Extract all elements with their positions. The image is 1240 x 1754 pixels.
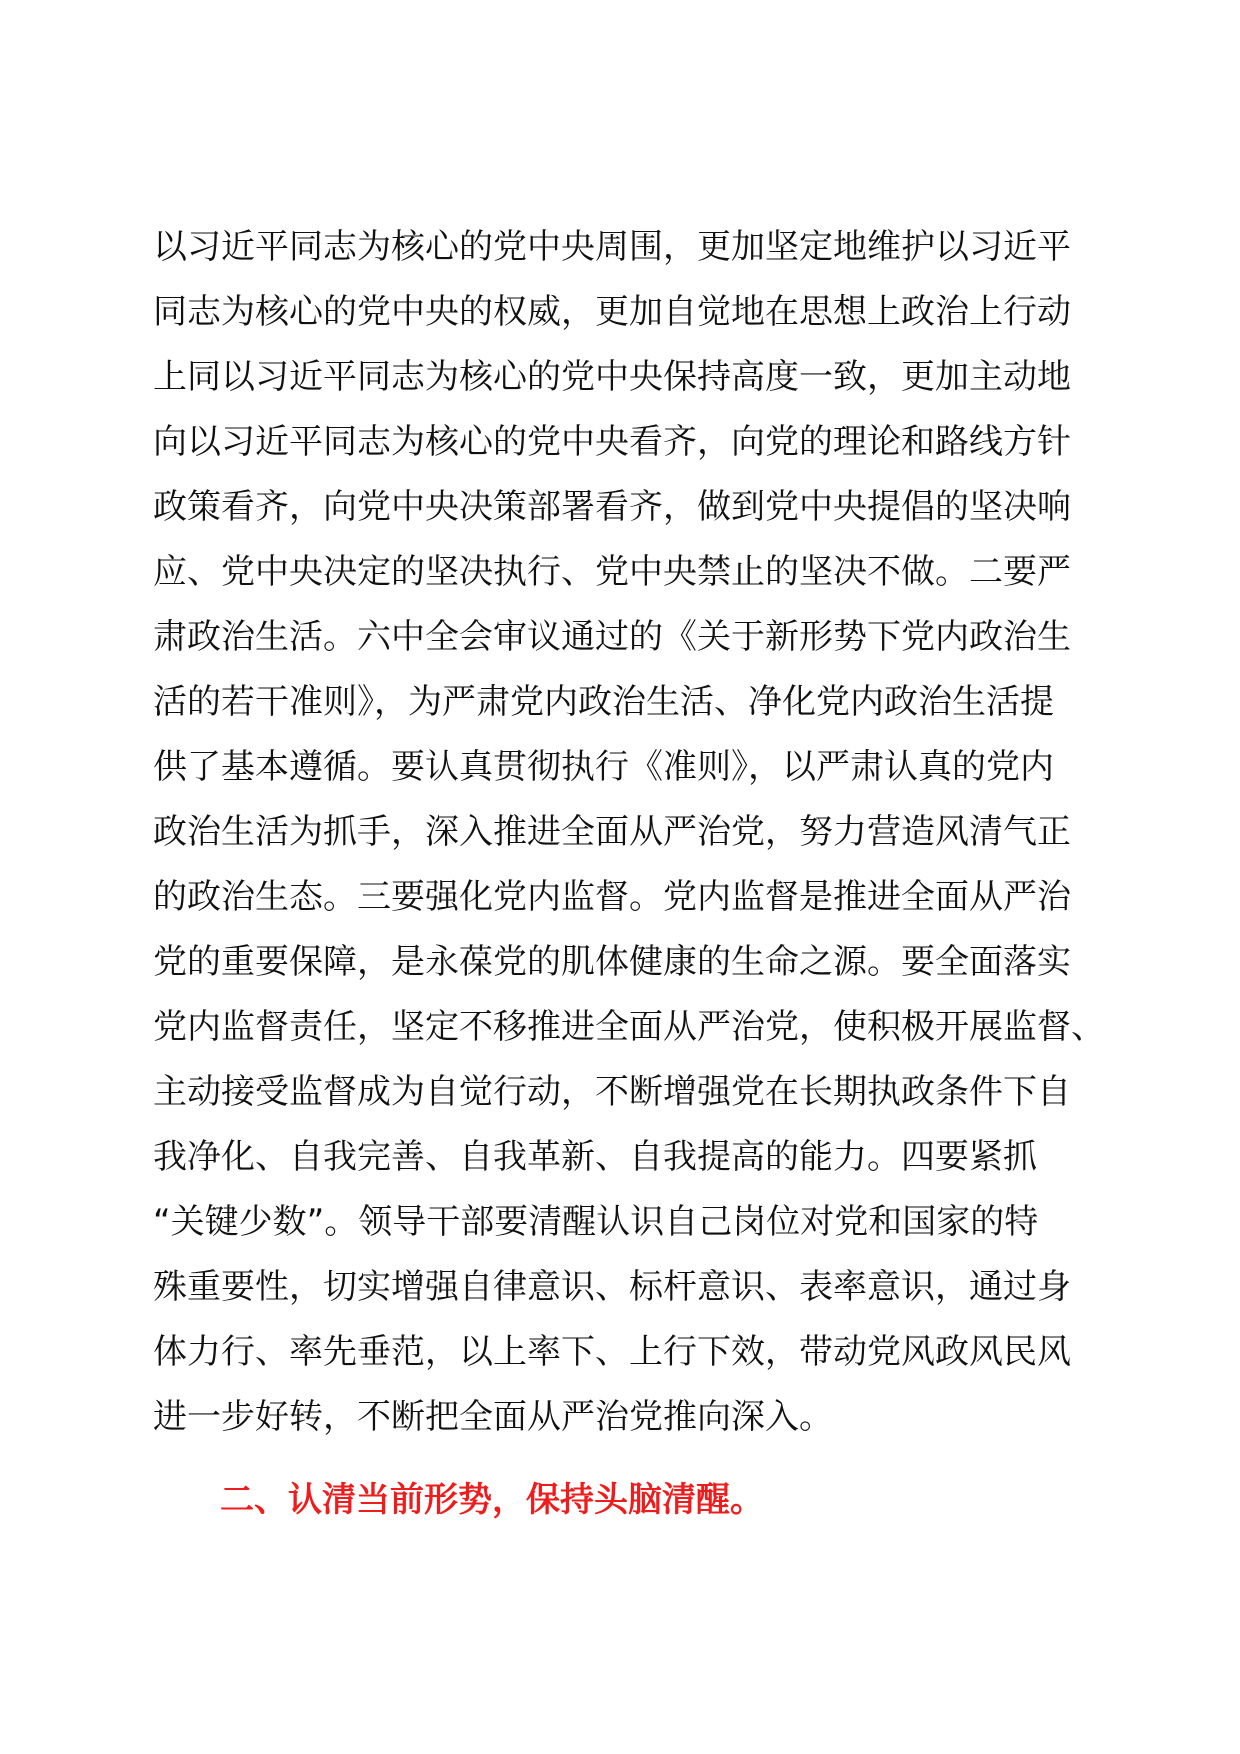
paragraph-line: 党内监督责任，坚定不移推进全面从严治党，使积极开展监督、 — [153, 1007, 1105, 1047]
paragraph-line: “关键少数”。领导干部要清醒认识自己岗位对党和国家的特 — [153, 1202, 1039, 1242]
paragraph-line: 进一步好转，不断把全面从严治党推向深入。 — [153, 1397, 833, 1437]
paragraph-line: 以习近平同志为核心的党中央周围，更加坚定地维护以习近平 — [153, 227, 1071, 267]
paragraph-line: 的政治生态。三要强化党内监督。党内监督是推进全面从严治 — [153, 877, 1071, 917]
paragraph-line: 同志为核心的党中央的权威，更加自觉地在思想上政治上行动 — [153, 292, 1071, 332]
paragraph-line: 体力行、率先垂范，以上率下、上行下效，带动党风政风民风 — [153, 1332, 1071, 1372]
section-heading: 二、认清当前形势，保持头脑清醒。 — [220, 1480, 764, 1520]
paragraph-line: 上同以习近平同志为核心的党中央保持高度一致，更加主动地 — [153, 357, 1071, 397]
paragraph-line: 活的若干准则》，为严肃党内政治生活、净化党内政治生活提 — [153, 682, 1054, 722]
paragraph-line: 政策看齐，向党中央决策部署看齐，做到党中央提倡的坚决响 — [153, 487, 1071, 527]
paragraph-line: 我净化、自我完善、自我革新、自我提高的能力。四要紧抓 — [153, 1137, 1037, 1177]
paragraph-line: 应、党中央决定的坚决执行、党中央禁止的坚决不做。二要严 — [153, 552, 1071, 592]
paragraph-line: 肃政治生活。六中全会审议通过的《关于新形势下党内政治生 — [153, 617, 1071, 657]
paragraph-line: 政治生活为抓手，深入推进全面从严治党，努力营造风清气正 — [153, 812, 1071, 852]
paragraph-line: 向以习近平同志为核心的党中央看齐，向党的理论和路线方针 — [153, 422, 1071, 462]
paragraph-line: 党的重要保障，是永葆党的肌体健康的生命之源。要全面落实 — [153, 942, 1071, 982]
paragraph-line: 供了基本遵循。要认真贯彻执行《准则》，以严肃认真的党内 — [153, 747, 1054, 787]
paragraph-line: 主动接受监督成为自觉行动，不断增强党在长期执政条件下自 — [153, 1072, 1071, 1112]
paragraph-line: 殊重要性，切实增强自律意识、标杆意识、表率意识，通过身 — [153, 1267, 1071, 1307]
body-paragraph — [153, 215, 1113, 1450]
